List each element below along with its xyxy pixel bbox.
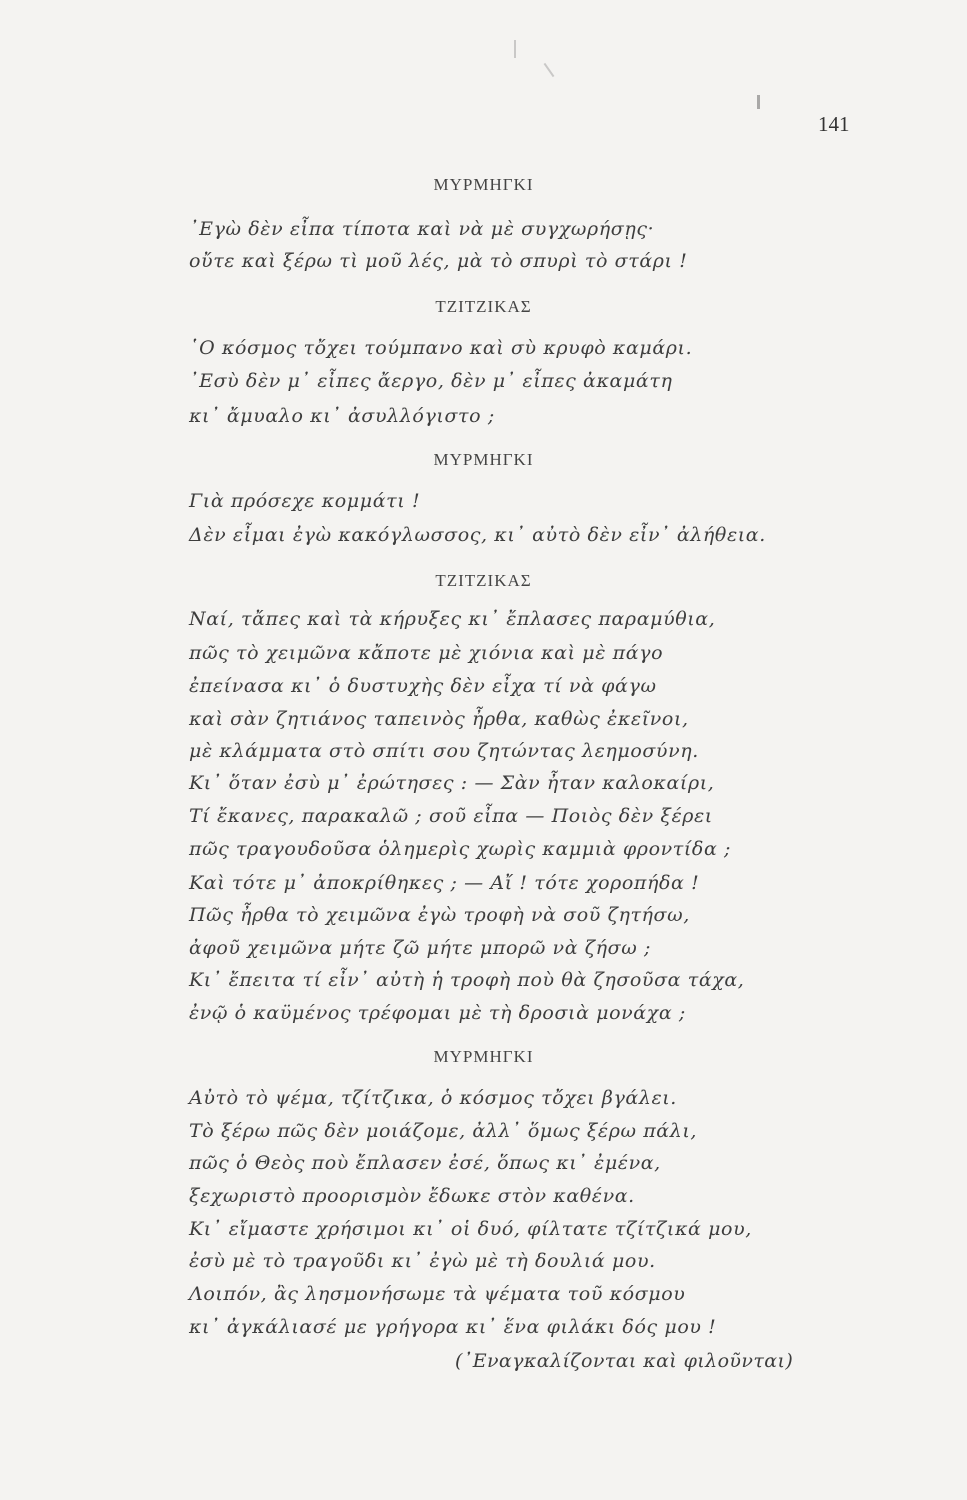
verse-line: κι᾿ ἄμυαλο κι᾿ ἀσυλλόγιστο ; bbox=[189, 405, 495, 427]
verse-line: Κι᾿ ἔπειτα τί εἶν᾿ αὐτὴ ἡ τροφὴ ποὺ θὰ ζησοῦσα τάχα, bbox=[189, 969, 745, 991]
verse-line: κι᾿ ἀγκάλιασέ με γρήγορα κι᾿ ἕνα φιλάκι δός μου ! bbox=[189, 1316, 717, 1338]
verse-line: πῶς ὁ Θεὸς ποὺ ἔπλασεν ἐσέ, ὅπως κι᾿ ἐμένα, bbox=[189, 1152, 661, 1174]
speaker-heading: ΤΖΙΤΖΙΚΑΣ bbox=[435, 297, 532, 316]
verse-line: Τὸ ξέρω πῶς δὲν μοιάζομε, ἀλλ᾿ ὅμως ξέρω πάλι, bbox=[189, 1120, 698, 1142]
scan-mark bbox=[544, 63, 555, 77]
verse-line: Κι᾿ εἴμαστε χρήσιμοι κι᾿ οἱ δυό, φίλτατε τζίτζικά μου, bbox=[189, 1218, 752, 1240]
verse-line: ῾Ο κόσμος τὄχει τούμπανο καὶ σὺ κρυφὸ καμάρι. bbox=[189, 337, 693, 359]
verse-line: ἀφοῦ χειμῶνα μήτε ζῶ μήτε μπορῶ νὰ ζήσω ; bbox=[189, 937, 651, 959]
verse-line: ἐπείνασα κι᾿ ὁ δυστυχὴς δὲν εἶχα τί νὰ φάγω bbox=[189, 675, 657, 697]
verse-line: οὔτε καὶ ξέρω τὶ μοῦ λές, μὰ τὸ σπυρὶ τὸ στάρι ! bbox=[189, 250, 688, 272]
speaker-heading: ΜΥΡΜΗΓΚΙ bbox=[433, 1047, 534, 1066]
speaker-heading: ΤΖΙΤΖΙΚΑΣ bbox=[435, 571, 532, 590]
verse-line: ᾿Εσὺ δὲν μ᾿ εἶπες ἄεργο, δὲν μ᾿ εἶπες ἀκαμάτη bbox=[189, 370, 673, 392]
verse-line: Πῶς ἦρθα τὸ χειμῶνα ἐγὼ τροφὴ νὰ σοῦ ζητήσω, bbox=[189, 904, 690, 926]
verse-line: πῶς τὸ χειμῶνα κἄποτε μὲ χιόνια καὶ μὲ πάγο bbox=[189, 642, 664, 664]
scan-mark bbox=[514, 40, 516, 58]
verse-line: ᾿Εγὼ δὲν εἶπα τίποτα καὶ νὰ μὲ συγχωρήσῃς· bbox=[189, 218, 655, 240]
verse-line: Κι᾿ ὅταν ἐσὺ μ᾿ ἐρώτησες : — Σὰν ἦταν καλοκαίρι, bbox=[189, 772, 715, 794]
verse-line: ἐνῷ ὁ καϋμένος τρέφομαι μὲ τὴ δροσιὰ μονάχα ; bbox=[189, 1002, 686, 1024]
verse-line: Καὶ τότε μ᾿ ἀποκρίθηκες ; — Αἴ ! τότε χοροπήδα ! bbox=[189, 872, 700, 894]
verse-line: Λοιπόν, ἂς λησμονήσωμε τὰ ψέματα τοῦ κόσμου bbox=[189, 1283, 686, 1305]
verse-line: ἐσὺ μὲ τὸ τραγοῦδι κι᾿ ἐγὼ μὲ τὴ δουλιά μου. bbox=[189, 1250, 656, 1272]
stage-direction: (᾿Εναγκαλίζονται καὶ φιλοῦνται) bbox=[455, 1350, 794, 1372]
verse-line: Δὲν εἶμαι ἐγὼ κακόγλωσσος, κι᾿ αὐτὸ δὲν εἶν᾿ ἀλήθεια. bbox=[189, 524, 766, 546]
verse-line: Ναί, τἄπες καὶ τὰ κήρυξες κι᾿ ἔπλασες παραμύθια, bbox=[189, 608, 716, 630]
verse-line: πῶς τραγουδοῦσα ὁλημερὶς χωρὶς καμμιὰ φροντίδα ; bbox=[189, 838, 732, 860]
page-number: 141 bbox=[818, 112, 850, 136]
verse-line: μὲ κλάμματα στὸ σπίτι σου ζητώντας λεημοσύνη. bbox=[189, 740, 699, 762]
verse-line: Αὐτὸ τὸ ψέμα, τζίτζικα, ὁ κόσμος τὄχει βγάλει. bbox=[189, 1087, 677, 1109]
verse-line: ξεχωριστὸ προορισμὸν ἔδωκε στὸν καθένα. bbox=[189, 1185, 635, 1207]
verse-line: Τί ἔκανες, παρακαλῶ ; σοῦ εἶπα — Ποιὸς δὲν ξέρει bbox=[189, 805, 713, 827]
verse-line: καὶ σὰν ζητιάνος ταπεινὸς ἦρθα, καθὼς ἐκεῖνοι, bbox=[189, 708, 689, 730]
speaker-heading: ΜΥΡΜΗΓΚΙ bbox=[433, 450, 534, 469]
speaker-heading: ΜΥΡΜΗΓΚΙ bbox=[433, 175, 534, 194]
verse-line: Γιὰ πρόσεχε κομμάτι ! bbox=[189, 490, 421, 512]
scan-mark bbox=[757, 95, 760, 109]
